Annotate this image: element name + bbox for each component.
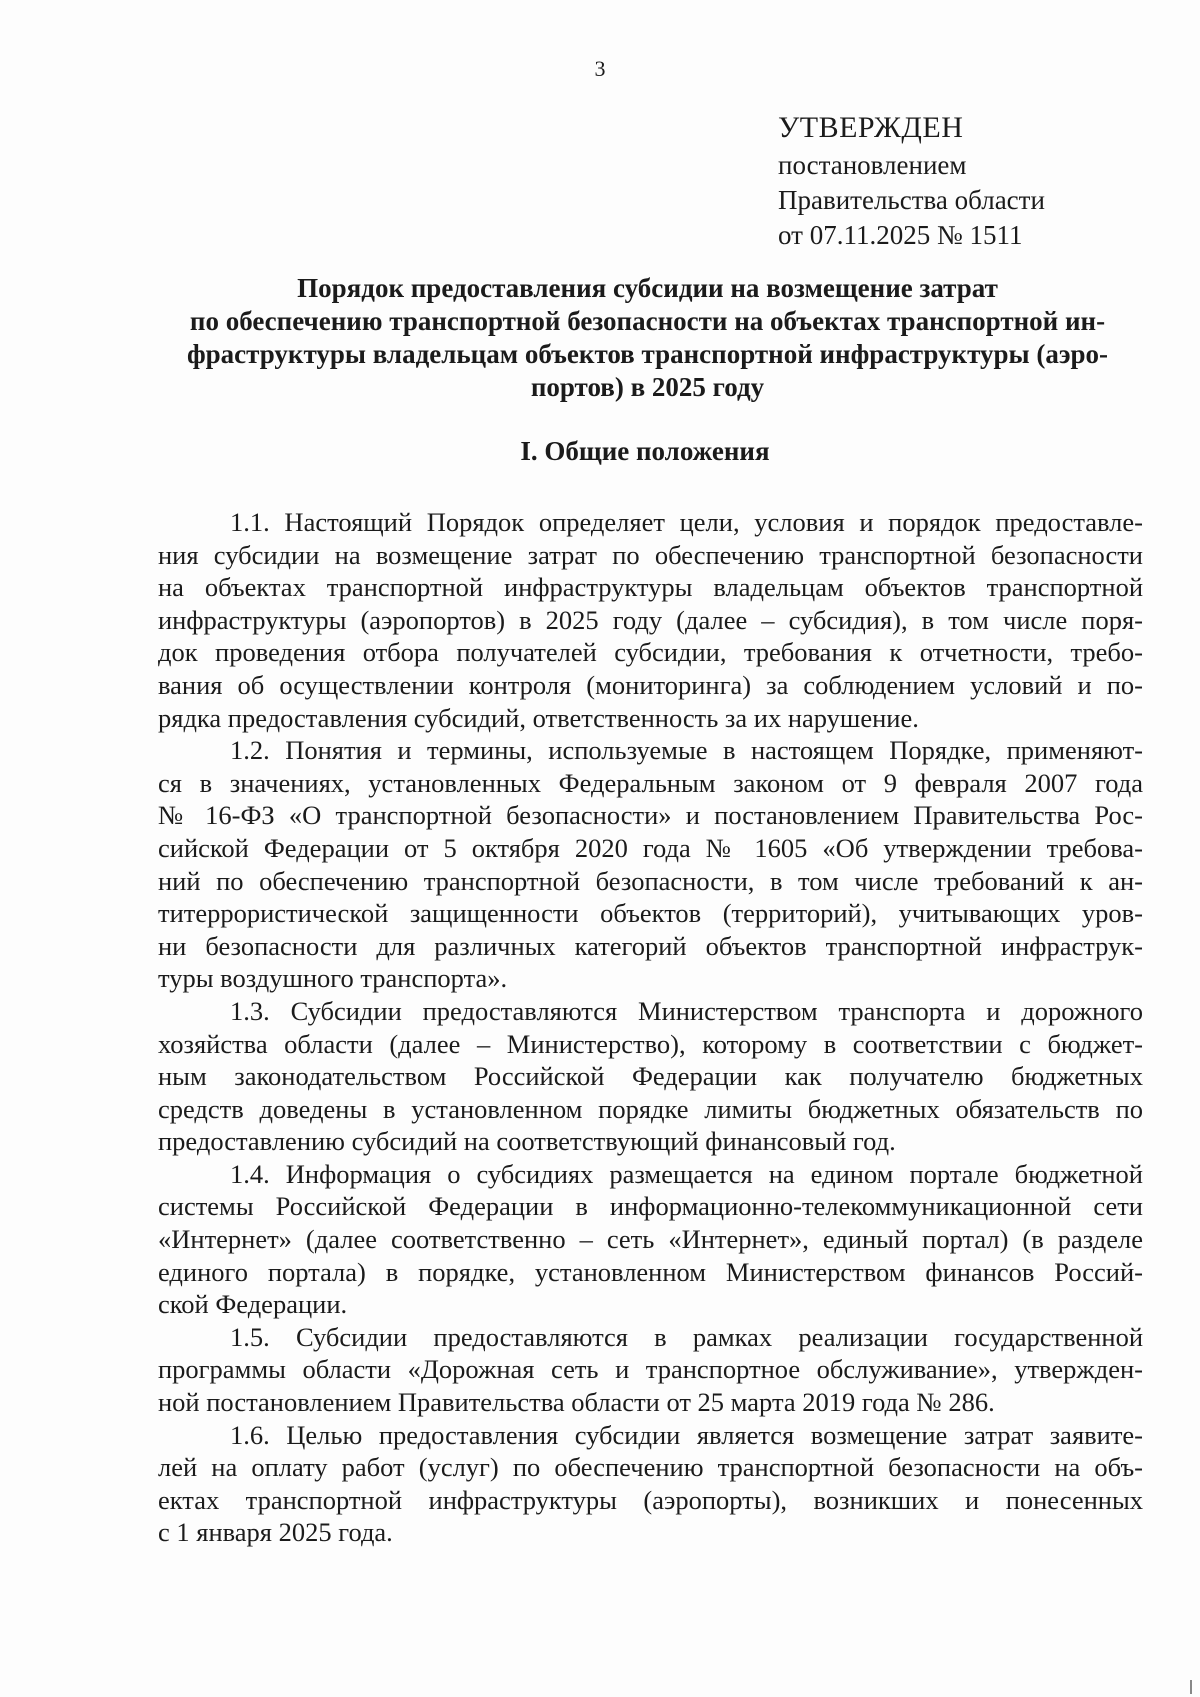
text-line: «Интернет» (далее соответственно – сеть «Интернет», единый портал) (в разделе xyxy=(158,1224,1143,1255)
text-line: рядка предоставления субсидий, ответственность за их нарушение. xyxy=(158,702,919,733)
text-line: ным законодательством Российской Федерации как получателю бюджетных xyxy=(158,1061,1143,1092)
approval-line: постановлением xyxy=(778,150,967,180)
text-line: средств доведены в установленном порядке лимиты бюджетных обязательств по xyxy=(158,1093,1143,1124)
text-line: № 16-ФЗ «О транспортной безопасности» и постановлением Правительства Рос- xyxy=(158,800,1143,831)
title-line: по обеспечению транспортной безопасности на объектах транспортной ин- xyxy=(189,306,1106,336)
text-line: инфраструктуры (аэропортов) в 2025 году (далее – субсидия), в том числе поря- xyxy=(158,604,1143,635)
text-line: 1.6. Целью предоставления субсидии является возмещение затрат заявите- xyxy=(230,1419,1143,1450)
text-line: ной постановлением Правительства области от 25 марта 2019 года № 286. xyxy=(158,1387,995,1418)
text-line: ний по обеспечению транспортной безопасности, в том числе требований к ан- xyxy=(158,865,1143,896)
text-line: программы области «Дорожная сеть и транспортное обслуживание», утвержден- xyxy=(158,1354,1143,1385)
paragraph-1-1 xyxy=(158,506,1143,734)
approval-line: Правительства области xyxy=(778,185,1045,215)
text-line: док проведения отбора получателей субсидии, требования к отчетности, требо- xyxy=(158,637,1143,668)
document-title xyxy=(150,272,1145,404)
text-line: вания об осуществлении контроля (мониторинга) за соблюдением условий и по- xyxy=(158,669,1143,700)
text-line: 1.1. Настоящий Порядок определяет цели, условия и порядок предоставле- xyxy=(230,507,1143,537)
title-line: портов) в 2025 году xyxy=(530,372,765,402)
text-line: 1.3. Субсидии предоставляются Министерством транспорта и дорожного xyxy=(230,995,1143,1026)
approval-stamp-block xyxy=(778,108,1178,253)
paragraph-1-5 xyxy=(158,1321,1143,1419)
page-number: 3 xyxy=(594,56,606,81)
text-line: системы Российской Федерации в информационно-телекоммуникационной сети xyxy=(158,1191,1143,1222)
text-line: ся в значениях, установленных Федеральным законом от 9 февраля 2007 года xyxy=(158,767,1143,798)
text-line: хозяйства области (далее – Министерство), которому в соответствии с бюджет- xyxy=(158,1028,1143,1059)
text-line: ектах транспортной инфраструктуры (аэропорты), возникших и понесенных xyxy=(158,1484,1143,1515)
paragraph-1-2 xyxy=(158,734,1143,995)
approval-line: от 07.11.2025 № 1511 xyxy=(778,220,1023,250)
text-line: предоставлению субсидий на соответствующий финансовый год. xyxy=(158,1126,896,1157)
text-line: ни безопасности для различных категорий объектов транспортной инфраструк- xyxy=(158,930,1143,961)
text-line: ской Федерации. xyxy=(158,1289,348,1320)
text-line: 1.4. Информация о субсидиях размещается на едином портале бюджетной xyxy=(230,1158,1143,1189)
text-line: единого портала) в порядке, установленном Министерством финансов Россий- xyxy=(158,1256,1143,1287)
text-line: титеррористической защищенности объектов (территорий), учитывающих уров- xyxy=(158,898,1143,929)
title-line: Порядок предоставления субсидии на возмещение затрат xyxy=(297,273,998,303)
paragraph-1-3 xyxy=(158,995,1143,1158)
text-line: 1.2. Понятия и термины, используемые в настоящем Порядке, применяют- xyxy=(230,735,1143,766)
text-line: лей на оплату работ (услуг) по обеспечению транспортной безопасности на объ- xyxy=(158,1452,1143,1483)
text-line: сийской Федерации от 5 октября 2020 года № 1605 «Об утверждении требова- xyxy=(158,832,1143,863)
text-line: с 1 января 2025 года. xyxy=(158,1517,393,1548)
text-line: на объектах транспортной инфраструктуры владельцам объектов транспортной xyxy=(158,572,1143,603)
section-heading: I. Общие положения xyxy=(520,436,770,466)
document-body xyxy=(158,506,1143,1549)
text-line: туры воздушного транспорта». xyxy=(158,963,508,994)
title-line: фраструктуры владельцам объектов транспортной инфраструктуры (аэро- xyxy=(186,339,1109,369)
scan-edge-mark xyxy=(1190,1680,1192,1694)
approval-heading: УТВЕРЖДЕН xyxy=(778,111,964,144)
paragraph-1-6 xyxy=(158,1419,1143,1549)
text-line: 1.5. Субсидии предоставляются в рамках реализации государственной xyxy=(230,1321,1143,1352)
paragraph-1-4 xyxy=(158,1158,1143,1321)
text-line: ния субсидии на возмещение затрат по обеспечению транспортной безопасности xyxy=(158,539,1143,570)
